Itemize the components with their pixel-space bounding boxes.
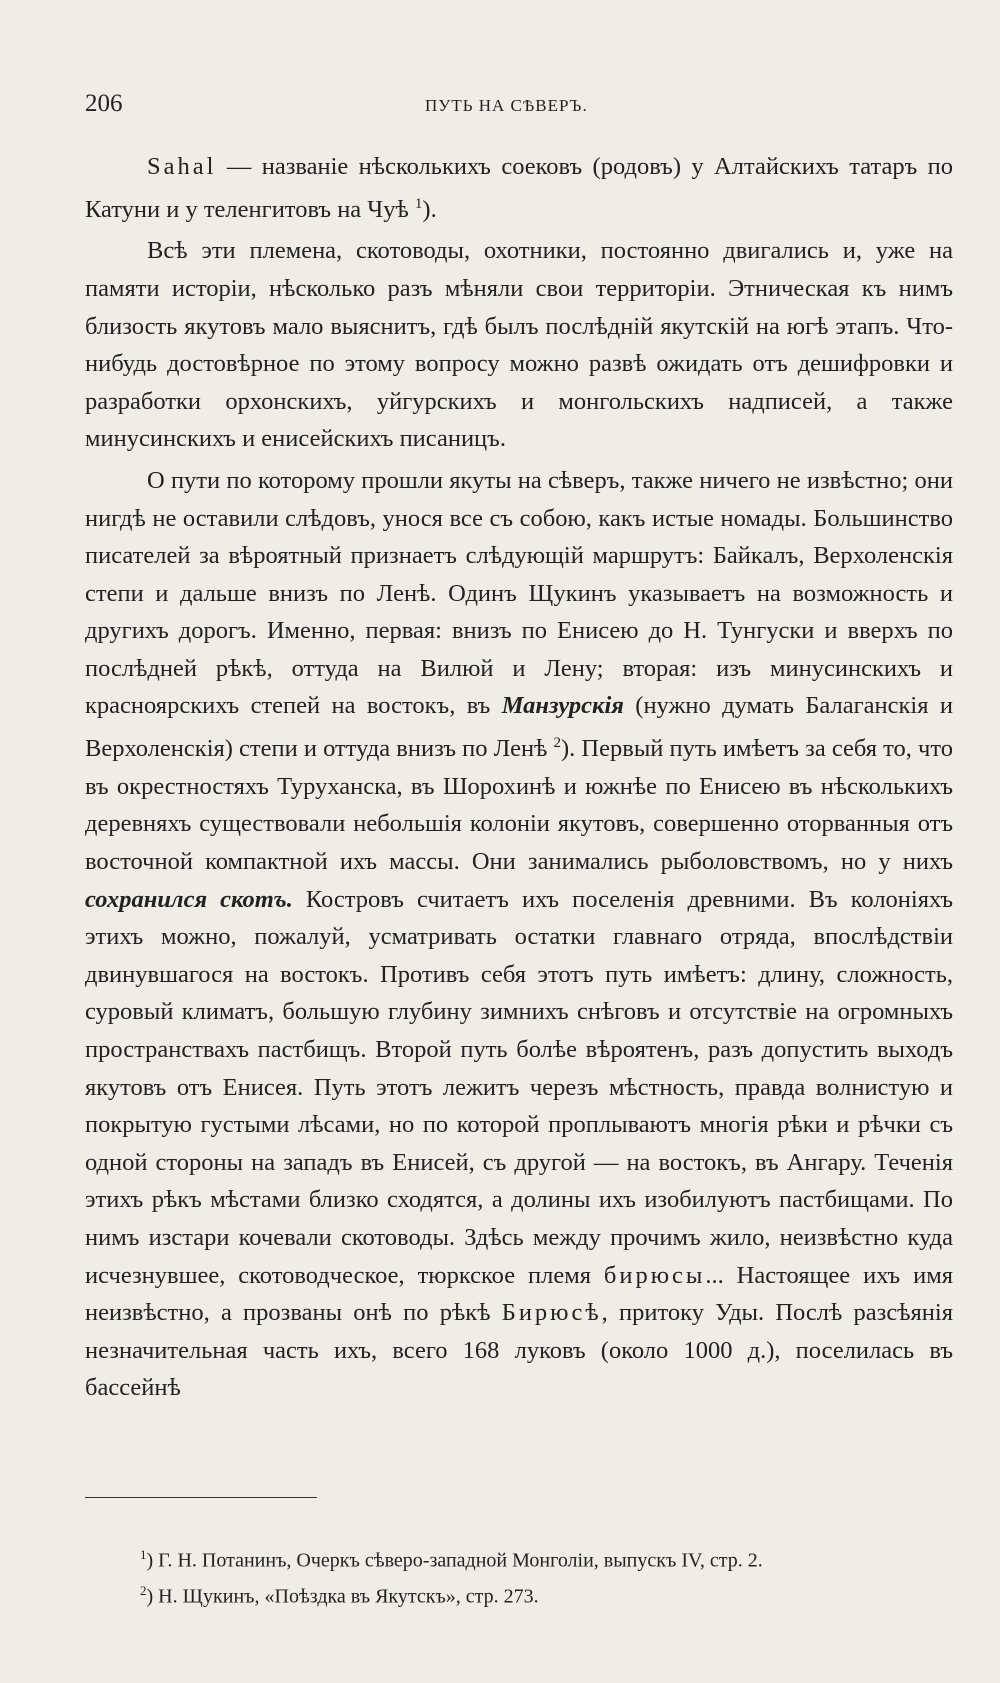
term-sahal: Sahal <box>147 153 217 180</box>
emphasis-spaced: бирюсы <box>603 1261 706 1289</box>
paragraph-text: (нужно думать Балаганскія и Верхоленскія) степи и оттуда внизъ по Ленѣ <box>85 692 953 763</box>
page-number: 206 <box>85 90 123 117</box>
paragraph-text: ). Первый путь имѣетъ за себя то, что въ окрестностяхъ Туруханска, въ Шорохинѣ и южнѣе по Енисею въ нѣсколькихъ деревняхъ существовали небольшія колоніи якутовъ, совершенно оторванныя отъ восточной компактной ихъ массы. Они занимались рыболовствомъ, но у нихъ <box>85 735 954 875</box>
footnote-ref: 1 <box>414 195 423 212</box>
emphasis-spaced: Бирюсѣ <box>501 1299 602 1327</box>
footnote-mark: 2 <box>140 1582 147 1598</box>
footnote-text: Н. Щукинъ, «Поѣздка въ Якутскъ», стр. 273. <box>153 1585 539 1608</box>
paragraph: Всѣ эти племена, скотоводы, охотники, постоянно двигались и, уже на памяти исторіи, нѣсколько разъ мѣняли свои территоріи. Этническая къ нимъ близость якутовъ мало выяснитъ, гдѣ былъ послѣдній якутскій на югѣ этапъ. Что-нибудь достовѣрное по этому вопросу можно развѣ ожидать отъ дешифровки и разработки орхонскихъ, уйгурскихъ и монгольскихъ надписей, а также минусинскихъ и енисейскихъ писаницъ. <box>85 237 953 453</box>
paragraph-text: Костровъ считаетъ ихъ поселенія древними. Въ колоніяхъ этихъ можно, пожалуй, усматривать остатки главнаго отряда, впослѣдствіи двинувшагося на востокъ. Противъ себя этотъ путь имѣетъ: длину, сложность, суровый климатъ, большую глубину зимнихъ снѣговъ и отсутствіе на огромныхъ пространствахъ пастбищъ. Второй путь болѣе вѣроятенъ, разъ допустить выходъ якутовъ отъ Енисея. Путь этотъ лежитъ черезъ мѣстность, правда волнистую и покрытую густыми лѣсами, но по которой проплываютъ многія рѣки и рѣчки съ одной стороны на западъ въ Енисей, съ другой — на востокъ, въ Ангару. Теченія этихъ рѣкъ мѣстами близко сходятся, а долины ихъ изобилуютъ пастбищами. По нимъ изстари кочевали скотоводы. Здѣсь между прочимъ жило, неизвѣстно куда исчезнувшее, скотоводческое, тюркское племя <box>85 885 953 1289</box>
footnote-divider <box>85 1497 317 1498</box>
paragraph-text: О пути по которому прошли якуты на сѣверъ, также ничего не извѣстно; они нигдѣ не оставили слѣдовъ, унося все съ собою, какъ истые номады. Большинство писателей за вѣроятный признаетъ слѣдующій маршрутъ: Байкалъ, Верхоленскія степи и дальше внизъ по Ленѣ. Одинъ Щукинъ указываетъ на возможность и другихъ дорогъ. Именно, первая: внизъ по Енисею до Н. Тунгуски и вверхъ по послѣдней рѣкѣ, оттуда на Вилюй и Лену; вторая: изъ минусинскихъ и красноярскихъ степей на востокъ, въ <box>85 466 953 720</box>
footnotes <box>140 1540 920 1611</box>
paragraph <box>85 148 953 228</box>
paragraph <box>85 462 953 1407</box>
footnote: $^2$) Н. Щукинъ, «Поѣздка въ Якутскъ», стр. 273. <box>140 1582 539 1608</box>
paragraph-text: ... Настоящее ихъ имя неизвѣстно, а прозваны онѣ по рѣкѣ <box>85 1261 953 1327</box>
body-text <box>85 148 953 1407</box>
emphasis-italic: сохранился скотъ. <box>85 885 293 913</box>
footnote: $^1$) Г. Н. Потанинъ, Очеркъ сѣверо-западной Монголіи, выпускъ IV, стр. 2. <box>140 1547 763 1572</box>
paragraph-text: ). <box>422 195 437 223</box>
footnote-ref: 2 <box>553 735 562 752</box>
paragraph-text: — названіе нѣсколькихъ соековъ (родовъ) у Алтайскихъ татаръ по Катуни и у теленгитовъ на Чуѣ <box>85 153 953 223</box>
emphasis-italic: Манзурскія <box>501 692 624 720</box>
paragraph-text: , притоку Уды. Послѣ разсѣянія незначительная часть ихъ, всего 168 луковъ (около 1000 д.), поселилась въ бассейнѣ <box>85 1299 953 1402</box>
footnote-text: Г. Н. Потанинъ, Очеркъ сѣверо-западной Монголіи, выпускъ IV, стр. 2. <box>153 1549 763 1572</box>
page-header <box>85 90 950 130</box>
running-head: ПУТЬ НА СѢВЕРЪ. <box>425 96 588 115</box>
footnote-mark: 1 <box>140 1547 147 1562</box>
